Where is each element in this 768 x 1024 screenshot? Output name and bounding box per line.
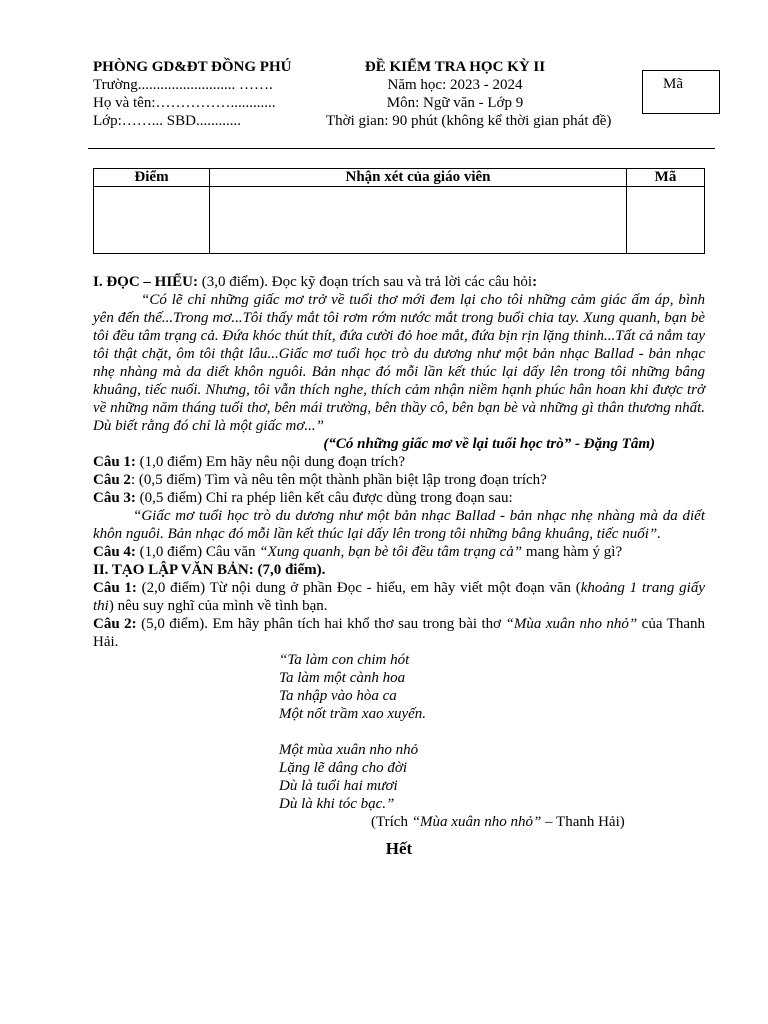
code-header: Mã xyxy=(627,169,705,187)
code-label: Mã xyxy=(663,76,683,92)
end-marker: Hết xyxy=(385,839,413,858)
score-table xyxy=(93,168,705,254)
reading-passage: “Có lẽ chỉ những giấc mơ trở về tuổi thơ mới đem lại cho tôi những cảm giác ấm áp, bình yên đến thế...Trong mơ...Tôi thấy mắt tôi rơm rớm nước mắt trong buổi chia tay. Xung quanh, bạn bè tôi đều tâm trạng cả. Đứa khóc thút thít, đứa cười đỏ hoe mắt, đứa bịn rịn lặng thinh...Tất cả nắm tay tôi thật chặt, ôm tôi thật lâu...Giấc mơ tuổi học trò du dương như một bản nhạc Ballad - bản nhạc nhẹ nhàng mà da diết khôn nguôi. Bản nhạc đó mỗi lần kết thúc lại dấy lên trong tôi những bâng khuâng, tiếc nuối. Nhưng, tôi vẫn thích nghe, thích cảm nhận niềm hạnh phúc hân hoan khi được trở về những năm tháng tuổi thơ, bên mái trường, bên thầy cô, bên bạn bè và những gì thân thương nhất. Dù biết rằng đó chỉ là một giấc mơ...” xyxy=(93,292,705,434)
question-3-quote: “Giấc mơ tuổi học trò du dương như một bản nhạc Ballad - bản nhạc nhẹ nhàng mà da diết khôn nguôi. Bản nhạc đó mỗi lần kết thúc lại dấy lên trong tôi những bâng khuâng, tiếc nuối”. xyxy=(93,508,705,542)
poem-line: Dù là khi tóc bạc.” xyxy=(279,796,395,812)
poem-line: Một nốt trầm xao xuyến. xyxy=(279,706,427,722)
part1-heading: I. ĐỌC – HIỂU: (3,0 điểm). Đọc kỹ đoạn trích sau và trả lời các câu hỏi: xyxy=(93,274,538,290)
school-field: Trường.......................... ……. xyxy=(93,77,273,93)
poem-line: Ta làm một cành hoa xyxy=(279,670,406,686)
exam-content xyxy=(93,273,705,858)
poem-credit: (Trích “Mùa xuân nho nhỏ” – Thanh Hải) xyxy=(371,814,625,830)
school-year: Năm học: 2023 - 2024 xyxy=(387,77,523,93)
score-header: Điểm xyxy=(94,169,210,187)
part1-title: I. ĐỌC – HIỂU: xyxy=(93,274,199,290)
student-name-field: Họ và tên:……………............ xyxy=(93,95,276,111)
poem xyxy=(279,651,705,813)
part1-question-2: Câu 2: (0,5 điểm) Tìm và nêu tên một thành phần biệt lập trong đoạn trích? xyxy=(93,472,547,488)
poem-line: Dù là tuổi hai mươi xyxy=(279,778,398,794)
exam-title: ĐỀ KIỂM TRA HỌC KỲ II xyxy=(364,59,546,75)
poem-line: “Ta làm con chim hót xyxy=(279,652,410,668)
passage-source: (“Có những giấc mơ về lại tuổi học trò” - Đặng Tâm) xyxy=(323,436,655,452)
poem-line: Một mùa xuân nho nhỏ xyxy=(279,742,419,758)
part1-question-1: Câu 1: (1,0 điểm) Em hãy nêu nội dung đoạn trích? xyxy=(93,454,406,470)
part2-question-2: Câu 2: (5,0 điểm). Em hãy phân tích hai khổ thơ sau trong bài thơ “Mùa xuân nho nhỏ” của Thanh Hải. xyxy=(93,616,705,650)
subject-line: Môn: Ngữ văn - Lớp 9 xyxy=(386,95,524,111)
header-divider xyxy=(88,148,715,149)
code-cell xyxy=(627,187,705,254)
header-center xyxy=(325,58,655,130)
score-cell xyxy=(94,187,210,254)
part1-question-4: Câu 4: (1,0 điểm) Câu văn “Xung quanh, bạn bè tôi đều tâm trạng cả” mang hàm ý gì? xyxy=(93,544,623,560)
header-left xyxy=(93,58,323,130)
stanza-gap xyxy=(279,723,705,741)
time-line: Thời gian: 90 phút (không kể thời gian phát đề) xyxy=(326,113,612,129)
code-box xyxy=(642,70,720,114)
part2-title: II. TẠO LẬP VĂN BẢN: (7,0 điểm). xyxy=(93,562,326,578)
poem-line: Lặng lẽ dâng cho đời xyxy=(279,760,407,776)
part1-instruction: (3,0 điểm). Đọc kỹ đoạn trích sau và trả lời các câu hỏi xyxy=(198,274,533,290)
exam-header xyxy=(93,58,705,134)
part2-question-1: Câu 1: (2,0 điểm) Từ nội dung ở phần Đọc - hiểu, em hãy viết một đoạn văn (khoảng 1 trang giấy thi) nêu suy nghĩ của mình về tình bạn. xyxy=(93,580,705,614)
teacher-comment-header: Nhận xét của giáo viên xyxy=(210,169,627,187)
poem-line: Ta nhập vào hòa ca xyxy=(279,688,397,704)
part1-question-3: Câu 3: (0,5 điểm) Chỉ ra phép liên kết câu được dùng trong đoạn sau: xyxy=(93,490,513,506)
class-sbd-field: Lớp:……... SBD............ xyxy=(93,113,241,129)
department-name: PHÒNG GD&ĐT ĐỒNG PHÚ xyxy=(93,59,292,75)
teacher-comment-cell xyxy=(210,187,627,254)
exam-page xyxy=(93,58,705,858)
